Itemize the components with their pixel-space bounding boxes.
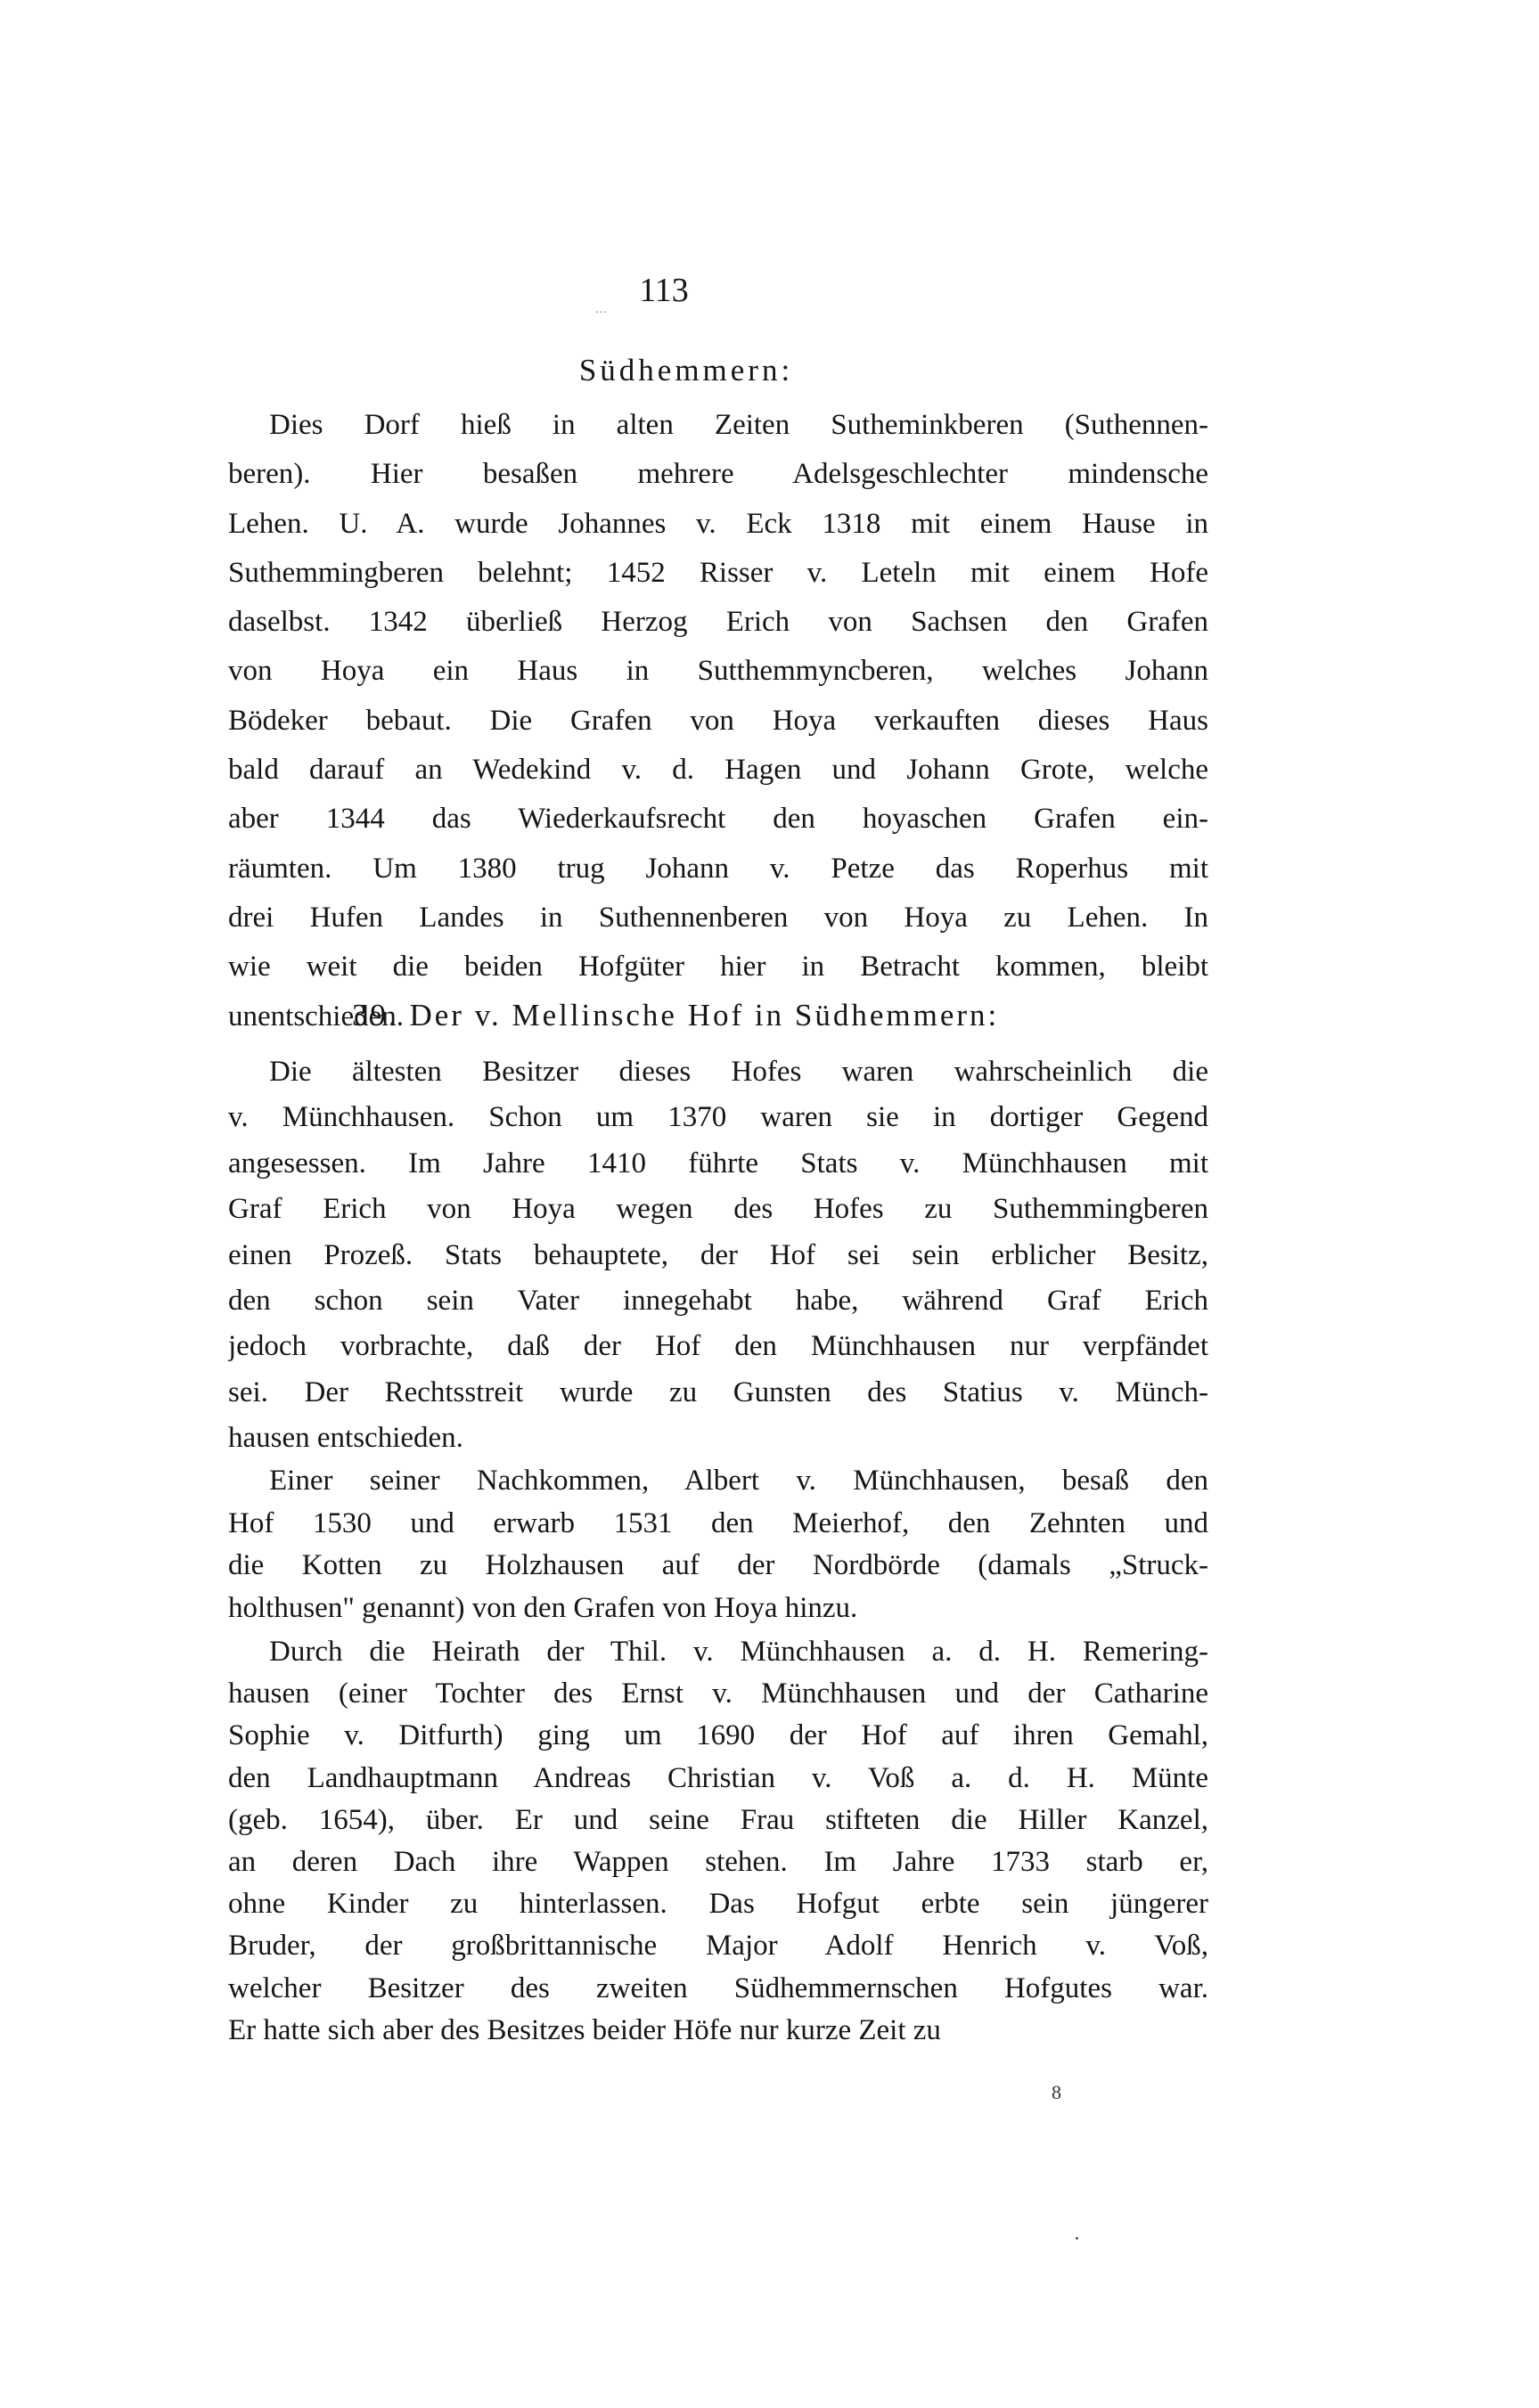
text-line: Durch die Heirath der Thil. v. Münchhausen a. d. H. Remering- xyxy=(269,1636,1208,1668)
text-line: Einer seiner Nachkommen, Albert v. Münchhausen, besaß den xyxy=(269,1465,1208,1497)
text-line: den Landhauptmann Andreas Christian v. Voß a. d. H. Münte xyxy=(228,1761,1208,1794)
paragraph-marriage-inheritance xyxy=(228,1631,1208,2052)
text-line: welcher Besitzer des zweiten Südhemmernschen Hofgutes war. xyxy=(228,1971,1208,2004)
text-line: v. Münchhausen. Schon um 1370 waren sie in dortiger Gegend xyxy=(228,1101,1208,1134)
text-line: Graf Erich von Hoya wegen des Hofes zu Suthemmingberen xyxy=(228,1193,1208,1226)
paragraph-albert-muenchhausen xyxy=(228,1460,1208,1629)
text-line: von Hoya ein Haus in Sutthemmyncberen, welches Johann xyxy=(228,655,1208,688)
text-line: Bödeker bebaut. Die Grafen von Hoya verkauften dieses Haus xyxy=(228,704,1208,737)
text-line: (geb. 1654), über. Er und seine Frau stifteten die Hiller Kanzel, xyxy=(228,1803,1208,1836)
section-heading: Südhemmern: xyxy=(578,353,794,388)
text-line: Hof 1530 und erwarb 1531 den Meierhof, den Zehnten und xyxy=(228,1506,1208,1539)
text-line: den schon sein Vater innegehabt habe, während Graf Erich xyxy=(228,1284,1208,1317)
text-line: hausen entschieden. xyxy=(228,1422,463,1455)
subsection-heading: 39. Der v. Mellinsche Hof in Südhemmern: xyxy=(352,998,1000,1033)
text-line: sei. Der Rechtsstreit wurde zu Gunsten des Statius v. Münch- xyxy=(228,1375,1208,1408)
text-line: Lehen. U. A. wurde Johannes v. Eck 1318 mit einem Hause in xyxy=(228,507,1208,540)
text-line: jedoch vorbrachte, daß der Hof den Münchhausen nur verpfändet xyxy=(228,1330,1208,1363)
scan-speck xyxy=(1076,2237,1078,2240)
text-line: wie weit die beiden Hofgüter hier in Betracht kommen, bleibt xyxy=(228,951,1208,984)
text-line: Bruder, der großbrittannische Major Adolf Henrich v. Voß, xyxy=(228,1930,1208,1963)
text-line: hausen (einer Tochter des Ernst v. Münchhausen und der Catharine xyxy=(228,1677,1208,1710)
paragraph-oldest-owners xyxy=(228,1049,1208,1462)
text-line: aber 1344 das Wiederkaufsrecht den hoyaschen Grafen ein- xyxy=(228,803,1208,836)
text-line: Er hatte sich aber des Besitzes beider Höfe nur kurze Zeit zu xyxy=(228,2013,941,2046)
text-line: Suthemmingberen belehnt; 1452 Risser v. Leteln mit einem Hofe xyxy=(228,556,1208,589)
page-number: 113 xyxy=(639,272,689,309)
text-line: angesessen. Im Jahre 1410 führte Stats v. Münchhausen mit xyxy=(228,1147,1208,1180)
text-line: an deren Dach ihre Wappen stehen. Im Jahre 1733 starb er, xyxy=(228,1845,1208,1878)
text-line: die Kotten zu Holzhausen auf der Nordbörde (damals „Struck- xyxy=(228,1549,1208,1581)
text-line: holthusen" genannt) von den Grafen von Hoya hinzu. xyxy=(228,1591,858,1624)
text-line: Die ältesten Besitzer dieses Hofes waren wahrscheinlich die xyxy=(269,1056,1208,1088)
text-line: Sophie v. Ditfurth) ging um 1690 der Hof auf ihren Gemahl, xyxy=(228,1719,1208,1752)
text-line: bald darauf an Wedekind v. d. Hagen und Johann Grote, welche xyxy=(228,754,1208,787)
paragraph-village-history xyxy=(228,401,1208,1041)
text-line: räumten. Um 1380 trug Johann v. Petze das Roperhus mit xyxy=(228,852,1208,885)
sheet-signature-mark: 8 xyxy=(1052,2081,1061,2103)
page-number-marks: ... xyxy=(595,303,608,316)
text-line: daselbst. 1342 überließ Herzog Erich von Sachsen den Grafen xyxy=(228,606,1208,639)
text-line: unentschieden. xyxy=(228,1000,405,1033)
text-line: Dies Dorf hieß in alten Zeiten Sutheminkberen (Suthennen- xyxy=(269,409,1208,441)
text-line: beren). Hier besaßen mehrere Adelsgeschlechter mindensche xyxy=(228,458,1208,491)
text-line: ohne Kinder zu hinterlassen. Das Hofgut erbte sein jüngerer xyxy=(228,1888,1208,1921)
text-line: einen Prozeß. Stats behauptete, der Hof sei sein erblicher Besitz, xyxy=(228,1238,1208,1271)
text-line: drei Hufen Landes in Suthennenberen von Hoya zu Lehen. In xyxy=(228,901,1208,934)
